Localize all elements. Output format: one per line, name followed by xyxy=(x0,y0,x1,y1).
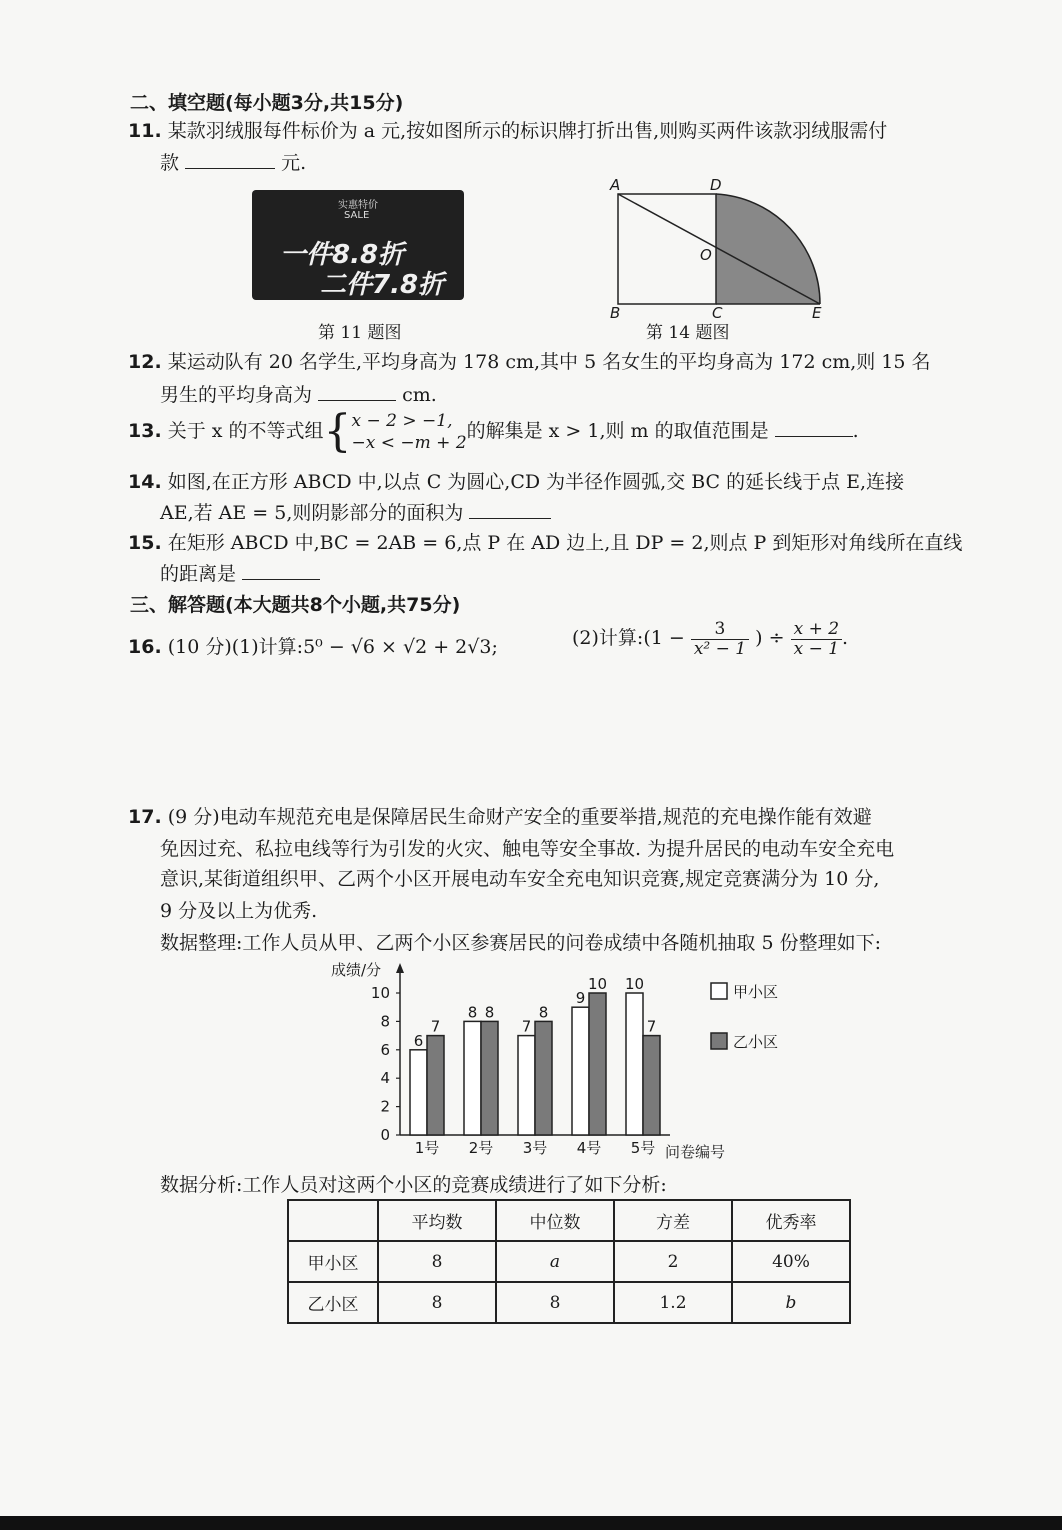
answer-blank[interactable] xyxy=(318,382,396,401)
bar-yi xyxy=(427,1036,444,1135)
question-number: 14. xyxy=(128,471,162,493)
score-bar-chart xyxy=(325,955,779,1165)
inequality-system xyxy=(352,410,467,454)
bar-value-label: 8 xyxy=(467,1003,478,1022)
question-14-line1 xyxy=(128,467,904,494)
table-cell: 2 xyxy=(614,1241,732,1282)
section-heading-fill-in: 二、填空题(每小题3分,共15分) xyxy=(130,92,404,114)
bar-jia xyxy=(572,1007,589,1135)
x-tick-label: 5号 xyxy=(630,1139,656,1157)
question-17-line3: 意识,某街道组织甲、乙两个小区开展电动车安全充电知识竞赛,规定竞赛满分为 10 分, xyxy=(160,868,880,890)
question-text: 关于 x 的不等式组 xyxy=(167,420,324,442)
answer-blank[interactable] xyxy=(775,418,853,437)
y-tick-label: 10 xyxy=(370,984,390,1002)
question-14-line2 xyxy=(160,498,551,525)
table-row xyxy=(288,1241,850,1282)
bar-value-label: 7 xyxy=(430,1017,441,1036)
table-header-cell: 方差 xyxy=(614,1200,732,1241)
question-number: 13. xyxy=(128,420,162,442)
bar-value-label: 7 xyxy=(521,1017,532,1036)
question-13 xyxy=(128,406,859,457)
y-tick-label: 0 xyxy=(380,1126,390,1144)
bar-jia xyxy=(410,1050,427,1135)
bar-value-label: 9 xyxy=(575,989,586,1008)
question-number: 15. xyxy=(128,532,162,554)
bottom-edge-bar xyxy=(0,1516,1062,1530)
table-cell: 8 xyxy=(496,1282,614,1323)
question-number: 16. xyxy=(128,636,162,658)
section-heading-solutions: 三、解答题(本大题共8个小题,共75分) xyxy=(130,594,461,616)
table-cell: 8 xyxy=(378,1282,496,1323)
question-17-line4: 9 分及以上为优秀. xyxy=(160,900,318,922)
table-header-cell: 平均数 xyxy=(378,1200,496,1241)
inequality-2: −x < −m + 2 xyxy=(351,433,467,453)
table-cell: 8 xyxy=(378,1241,496,1282)
question-16-part2 xyxy=(572,620,848,658)
table-cell: 40% xyxy=(732,1241,850,1282)
answer-blank[interactable] xyxy=(469,500,551,519)
question-text: 如图,在正方形 ABCD 中,以点 C 为圆心,CD 为半径作圆弧,交 BC 的延长线于点 E,连接 xyxy=(167,471,905,493)
answer-blank[interactable] xyxy=(185,150,275,169)
table-cell: 甲小区 xyxy=(288,1241,378,1282)
legend-swatch-jia xyxy=(711,983,727,999)
sign-top-text: 实惠特价 xyxy=(338,200,378,211)
y-tick-label: 8 xyxy=(380,1012,390,1031)
sign-sale-text: SALE xyxy=(344,210,370,221)
discount-sign-image xyxy=(252,190,464,300)
question-11-line2 xyxy=(160,148,306,175)
y-tick-label: 2 xyxy=(380,1097,390,1116)
brace-symbol: { xyxy=(323,406,352,457)
figure-14-caption: 第 14 题图 xyxy=(646,323,730,343)
table-cell: a xyxy=(496,1241,614,1282)
x-tick-label: 1号 xyxy=(414,1139,440,1157)
question-17-line2: 免因过充、私拉电线等行为引发的火灾、触电等安全事故. 为提升居民的电动车安全充电 xyxy=(160,838,895,860)
table-header-cell xyxy=(288,1200,378,1241)
question-text: 某款羽绒服每件标价为 a 元,按如图所示的标识牌打折出售,则购买两件该款羽绒服需付 xyxy=(167,120,888,142)
figure-11-caption: 第 11 题图 xyxy=(318,323,402,343)
label-c: C xyxy=(712,304,723,322)
bar-value-label: 8 xyxy=(484,1003,495,1022)
x-axis-label: 问卷编号 xyxy=(665,1143,726,1161)
question-text: 在矩形 ABCD 中,BC = 2AB = 6,点 P 在 AD 边上,且 DP = 2,则点 P 到矩形对角线所在直线 xyxy=(167,532,963,554)
fraction-numerator: 3 xyxy=(691,620,749,640)
label-d: D xyxy=(710,176,722,194)
bar-value-label: 8 xyxy=(538,1003,549,1022)
question-text: 款 xyxy=(160,152,180,174)
table-row xyxy=(288,1282,850,1323)
bar-jia xyxy=(626,993,643,1135)
table-header-row xyxy=(288,1200,850,1241)
question-text: cm. xyxy=(402,384,437,406)
y-tick-label: 6 xyxy=(380,1040,390,1059)
bar-jia xyxy=(464,1021,481,1135)
question-12-line2 xyxy=(160,380,437,407)
question-text: (9 分)电动车规范充电是保障居民生命财产安全的重要举措,规范的充电操作能有效避 xyxy=(167,806,872,828)
fraction-1 xyxy=(691,620,749,658)
label-a: A xyxy=(610,176,621,194)
question-number: 12. xyxy=(128,351,162,373)
question-12-line1 xyxy=(128,347,931,374)
question-17-line1 xyxy=(128,802,872,829)
question-text: 某运动队有 20 名学生,平均身高为 178 cm,其中 5 名女生的平均身高为 172 cm,则 15 名 xyxy=(167,351,931,373)
stats-table xyxy=(287,1199,851,1324)
fraction-2 xyxy=(791,620,842,658)
label-o: O xyxy=(700,246,712,264)
question-text: (10 分)(1)计算:5⁰ − √6 × √2 + 2√3; xyxy=(167,636,498,658)
bar-yi xyxy=(481,1021,498,1135)
y-axis-arrow xyxy=(396,963,404,973)
fraction-numerator: x + 2 xyxy=(791,620,842,640)
answer-blank[interactable] xyxy=(242,561,320,580)
question-number: 17. xyxy=(128,806,162,828)
legend-swatch-yi xyxy=(711,1033,727,1049)
y-tick-label: 4 xyxy=(380,1069,390,1088)
data-organization-text: 数据整理:工作人员从甲、乙两个小区参赛居民的问卷成绩中各随机抽取 5 份整理如下: xyxy=(160,932,881,954)
label-e: E xyxy=(812,304,822,322)
question-text: ) ÷ xyxy=(755,627,785,650)
legend-label-jia: 甲小区 xyxy=(733,983,779,1001)
bar-jia xyxy=(518,1036,535,1135)
question-text: 的距离是 xyxy=(160,563,237,585)
question-text: . xyxy=(852,420,859,442)
question-text: AE,若 AE = 5,则阴影部分的面积为 xyxy=(160,502,464,524)
question-15-line1 xyxy=(128,528,962,555)
label-b: B xyxy=(610,304,621,322)
table-header-cell: 中位数 xyxy=(496,1200,614,1241)
question-11-line1 xyxy=(128,116,887,143)
bar-yi xyxy=(535,1021,552,1135)
question-16-part1 xyxy=(128,632,498,659)
bar-yi xyxy=(643,1036,660,1135)
figure-14-diagram xyxy=(600,170,840,320)
bar-value-label: 6 xyxy=(413,1031,424,1050)
bar-value-label: 10 xyxy=(587,975,608,993)
fraction-denominator: x² − 1 xyxy=(693,638,747,659)
bar-value-label: 10 xyxy=(624,975,645,993)
x-tick-label: 4号 xyxy=(576,1139,602,1157)
table-header-cell: 优秀率 xyxy=(732,1200,850,1241)
fraction-denominator: x − 1 xyxy=(793,638,840,659)
sign-line-two: 二件7.8折 xyxy=(320,270,445,300)
legend-label-yi: 乙小区 xyxy=(733,1033,779,1051)
sign-line-one: 一件8.8折 xyxy=(280,240,405,270)
inequality-1: x − 2 > −1, xyxy=(351,411,453,431)
bar-yi xyxy=(589,993,606,1135)
question-text: 元. xyxy=(281,152,307,174)
x-tick-label: 3号 xyxy=(522,1139,548,1157)
question-15-line2 xyxy=(160,559,320,586)
y-axis-label: 成绩/分 xyxy=(331,961,382,979)
data-analysis-text: 数据分析:工作人员对这两个小区的竞赛成绩进行了如下分析: xyxy=(160,1174,667,1196)
table-cell: b xyxy=(732,1282,850,1323)
table-cell: 1.2 xyxy=(614,1282,732,1323)
question-text: . xyxy=(842,627,849,650)
question-text: (2)计算:(1 − xyxy=(572,627,685,650)
table-cell: 乙小区 xyxy=(288,1282,378,1323)
question-number: 11. xyxy=(128,120,162,142)
bar-value-label: 7 xyxy=(646,1017,657,1036)
question-text: 男生的平均身高为 xyxy=(160,384,313,406)
question-text: 的解集是 x > 1,则 m 的取值范围是 xyxy=(466,420,769,442)
x-tick-label: 2号 xyxy=(468,1139,494,1157)
